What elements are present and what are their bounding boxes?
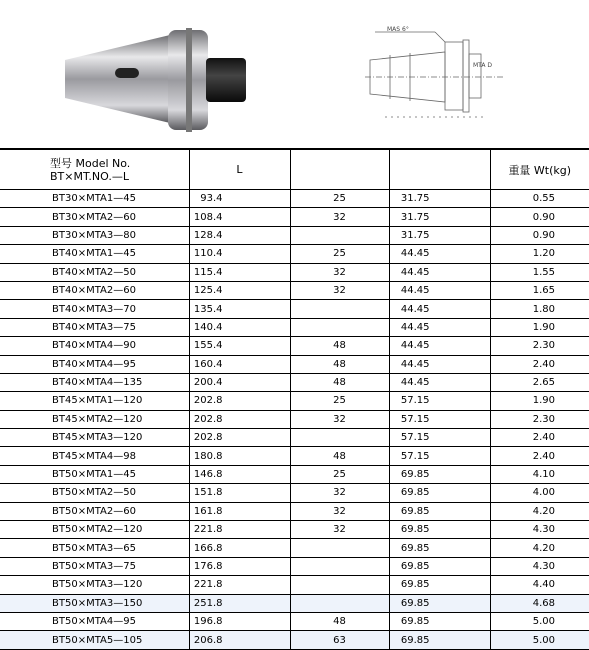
cell-l: 202.8 bbox=[189, 429, 290, 447]
cell-wt: 4.20 bbox=[490, 539, 589, 557]
cell-col3: 25 bbox=[290, 190, 389, 208]
cell-l: 155.4 bbox=[189, 337, 290, 355]
cell-wt: 5.00 bbox=[490, 631, 589, 649]
cell-l: 160.4 bbox=[189, 355, 290, 373]
table-row bbox=[0, 502, 589, 520]
cell-model: BT40×MTA4—95 bbox=[0, 355, 189, 373]
table-row bbox=[0, 355, 589, 373]
cell-wt: 0.90 bbox=[490, 208, 589, 226]
cell-model: BT40×MTA1—45 bbox=[0, 245, 189, 263]
cell-col3 bbox=[290, 300, 389, 318]
cell-col3: 48 bbox=[290, 447, 389, 465]
cell-col4: 57.15 bbox=[389, 392, 490, 410]
cell-col3: 32 bbox=[290, 263, 389, 281]
cell-model: BT50×MTA3—65 bbox=[0, 539, 189, 557]
cell-wt: 2.30 bbox=[490, 410, 589, 428]
cell-wt: 2.30 bbox=[490, 337, 589, 355]
table-row bbox=[0, 263, 589, 281]
table-row bbox=[0, 631, 589, 649]
cell-col4: 57.15 bbox=[389, 429, 490, 447]
cell-col3: 32 bbox=[290, 484, 389, 502]
cell-wt: 4.68 bbox=[490, 594, 589, 612]
cell-col4: 69.85 bbox=[389, 539, 490, 557]
cell-col3: 48 bbox=[290, 373, 389, 391]
cell-col3: 48 bbox=[290, 355, 389, 373]
table-row bbox=[0, 447, 589, 465]
table-row bbox=[0, 190, 589, 208]
table-row bbox=[0, 318, 589, 336]
cell-col3: 25 bbox=[290, 245, 389, 263]
cell-model: BT50×MTA3—120 bbox=[0, 576, 189, 594]
cell-col3: 25 bbox=[290, 465, 389, 483]
header-model-cn: 型号 bbox=[50, 156, 72, 170]
cell-wt: 1.65 bbox=[490, 281, 589, 299]
table-row bbox=[0, 557, 589, 575]
cell-wt: 4.20 bbox=[490, 502, 589, 520]
table-row bbox=[0, 373, 589, 391]
cell-col3: 25 bbox=[290, 392, 389, 410]
cell-wt: 4.40 bbox=[490, 576, 589, 594]
cell-col4: 44.45 bbox=[389, 263, 490, 281]
table-row bbox=[0, 300, 589, 318]
header-model bbox=[0, 149, 189, 190]
cell-col4: 69.85 bbox=[389, 631, 490, 649]
cell-wt: 5.00 bbox=[490, 612, 589, 630]
cell-model: BT30×MTA3—80 bbox=[0, 226, 189, 244]
cell-model: BT45×MTA1—120 bbox=[0, 392, 189, 410]
table-row bbox=[0, 281, 589, 299]
cell-l: 180.8 bbox=[189, 447, 290, 465]
cell-l: 108.4 bbox=[189, 208, 290, 226]
cell-col3: 48 bbox=[290, 612, 389, 630]
cell-wt: 2.40 bbox=[490, 355, 589, 373]
cell-l: 251.8 bbox=[189, 594, 290, 612]
cell-col4: 31.75 bbox=[389, 208, 490, 226]
cell-col4: 57.15 bbox=[389, 410, 490, 428]
cell-col4: 44.45 bbox=[389, 373, 490, 391]
table-row bbox=[0, 539, 589, 557]
cell-model: BT50×MTA5—105 bbox=[0, 631, 189, 649]
technical-drawing bbox=[365, 22, 535, 137]
cell-col4: 69.85 bbox=[389, 557, 490, 575]
cell-col4: 69.85 bbox=[389, 465, 490, 483]
cell-wt: 4.10 bbox=[490, 465, 589, 483]
cell-l: 146.8 bbox=[189, 465, 290, 483]
cell-model: BT50×MTA3—75 bbox=[0, 557, 189, 575]
cell-model: BT40×MTA3—70 bbox=[0, 300, 189, 318]
cell-l: 125.4 bbox=[189, 281, 290, 299]
cell-l: 151.8 bbox=[189, 484, 290, 502]
cell-col4: 44.45 bbox=[389, 300, 490, 318]
cell-wt: 2.40 bbox=[490, 429, 589, 447]
cell-l: 161.8 bbox=[189, 502, 290, 520]
cell-model: BT40×MTA4—90 bbox=[0, 337, 189, 355]
table-row bbox=[0, 337, 589, 355]
cell-col3 bbox=[290, 318, 389, 336]
cell-wt: 2.40 bbox=[490, 447, 589, 465]
cell-model: BT50×MTA4—95 bbox=[0, 612, 189, 630]
cell-col4: 44.45 bbox=[389, 355, 490, 373]
cell-col4: 44.45 bbox=[389, 281, 490, 299]
cell-model: BT40×MTA2—60 bbox=[0, 281, 189, 299]
cell-model: BT45×MTA3—120 bbox=[0, 429, 189, 447]
cell-col4: 31.75 bbox=[389, 226, 490, 244]
cell-model: BT30×MTA1—45 bbox=[0, 190, 189, 208]
header-col3 bbox=[290, 149, 389, 190]
cell-model: BT40×MTA2—50 bbox=[0, 263, 189, 281]
drawing-side-label: MTA D bbox=[473, 62, 493, 69]
cell-col3: 32 bbox=[290, 208, 389, 226]
cell-l: 135.4 bbox=[189, 300, 290, 318]
table-row bbox=[0, 484, 589, 502]
cell-model: BT40×MTA4—135 bbox=[0, 373, 189, 391]
cell-col3: 32 bbox=[290, 521, 389, 539]
cell-wt: 4.30 bbox=[490, 521, 589, 539]
cell-wt: 4.30 bbox=[490, 557, 589, 575]
header-wt: 重量 Wt(kg) bbox=[490, 149, 589, 190]
cell-l: 166.8 bbox=[189, 539, 290, 557]
cell-wt: 0.90 bbox=[490, 226, 589, 244]
cell-wt: 1.90 bbox=[490, 392, 589, 410]
cell-col3: 32 bbox=[290, 502, 389, 520]
cell-model: BT50×MTA2—60 bbox=[0, 502, 189, 520]
cell-col3 bbox=[290, 539, 389, 557]
table-row bbox=[0, 392, 589, 410]
cell-col4: 69.85 bbox=[389, 576, 490, 594]
cell-wt: 4.00 bbox=[490, 484, 589, 502]
cell-wt: 1.20 bbox=[490, 245, 589, 263]
cell-l: 93.4 bbox=[189, 190, 290, 208]
cell-model: BT50×MTA3—150 bbox=[0, 594, 189, 612]
cell-col4: 69.85 bbox=[389, 594, 490, 612]
cell-col3: 32 bbox=[290, 281, 389, 299]
table-row bbox=[0, 594, 589, 612]
spec-table bbox=[0, 148, 589, 650]
cell-col3 bbox=[290, 594, 389, 612]
cell-col3: 48 bbox=[290, 337, 389, 355]
cell-model: BT45×MTA4—98 bbox=[0, 447, 189, 465]
cell-col3: 63 bbox=[290, 631, 389, 649]
cell-l: 196.8 bbox=[189, 612, 290, 630]
cell-col4: 31.75 bbox=[389, 190, 490, 208]
cell-col4: 69.85 bbox=[389, 612, 490, 630]
cell-col4: 57.15 bbox=[389, 447, 490, 465]
table-row bbox=[0, 410, 589, 428]
cell-col3 bbox=[290, 429, 389, 447]
cell-col4: 69.85 bbox=[389, 521, 490, 539]
cell-col4: 44.45 bbox=[389, 318, 490, 336]
cell-col3: 32 bbox=[290, 410, 389, 428]
table-row bbox=[0, 576, 589, 594]
cell-model: BT50×MTA2—50 bbox=[0, 484, 189, 502]
cell-model: BT30×MTA2—60 bbox=[0, 208, 189, 226]
cell-l: 176.8 bbox=[189, 557, 290, 575]
table-row bbox=[0, 521, 589, 539]
table-row bbox=[0, 245, 589, 263]
cell-l: 110.4 bbox=[189, 245, 290, 263]
table-header-row bbox=[0, 149, 589, 190]
cell-l: 221.8 bbox=[189, 521, 290, 539]
cell-wt: 1.55 bbox=[490, 263, 589, 281]
cell-l: 202.8 bbox=[189, 410, 290, 428]
header-l: L bbox=[189, 149, 290, 190]
cell-col4: 69.85 bbox=[389, 484, 490, 502]
table-row bbox=[0, 429, 589, 447]
cell-wt: 1.80 bbox=[490, 300, 589, 318]
cell-l: 140.4 bbox=[189, 318, 290, 336]
cell-wt: 1.90 bbox=[490, 318, 589, 336]
cell-col4: 44.45 bbox=[389, 245, 490, 263]
cell-l: 202.8 bbox=[189, 392, 290, 410]
header-model-sub: BT×MT.NO.—L bbox=[50, 169, 129, 183]
cell-l: 200.4 bbox=[189, 373, 290, 391]
table-row bbox=[0, 612, 589, 630]
cell-col4: 44.45 bbox=[389, 337, 490, 355]
table-row bbox=[0, 208, 589, 226]
header-model-en: Model No. bbox=[75, 156, 131, 170]
cell-col4: 69.85 bbox=[389, 502, 490, 520]
cell-l: 206.8 bbox=[189, 631, 290, 649]
cell-model: BT40×MTA3—75 bbox=[0, 318, 189, 336]
cell-model: BT50×MTA2—120 bbox=[0, 521, 189, 539]
cell-l: 221.8 bbox=[189, 576, 290, 594]
cell-model: BT50×MTA1—45 bbox=[0, 465, 189, 483]
product-photo bbox=[60, 20, 260, 140]
table-row bbox=[0, 465, 589, 483]
cell-col3 bbox=[290, 576, 389, 594]
drawing-top-label: MAS 6° bbox=[387, 26, 409, 33]
cell-l: 128.4 bbox=[189, 226, 290, 244]
cell-wt: 2.65 bbox=[490, 373, 589, 391]
cell-wt: 0.55 bbox=[490, 190, 589, 208]
cell-model: BT45×MTA2—120 bbox=[0, 410, 189, 428]
table-row bbox=[0, 226, 589, 244]
header-col4 bbox=[389, 149, 490, 190]
cell-l: 115.4 bbox=[189, 263, 290, 281]
cell-col3 bbox=[290, 557, 389, 575]
cell-col3 bbox=[290, 226, 389, 244]
